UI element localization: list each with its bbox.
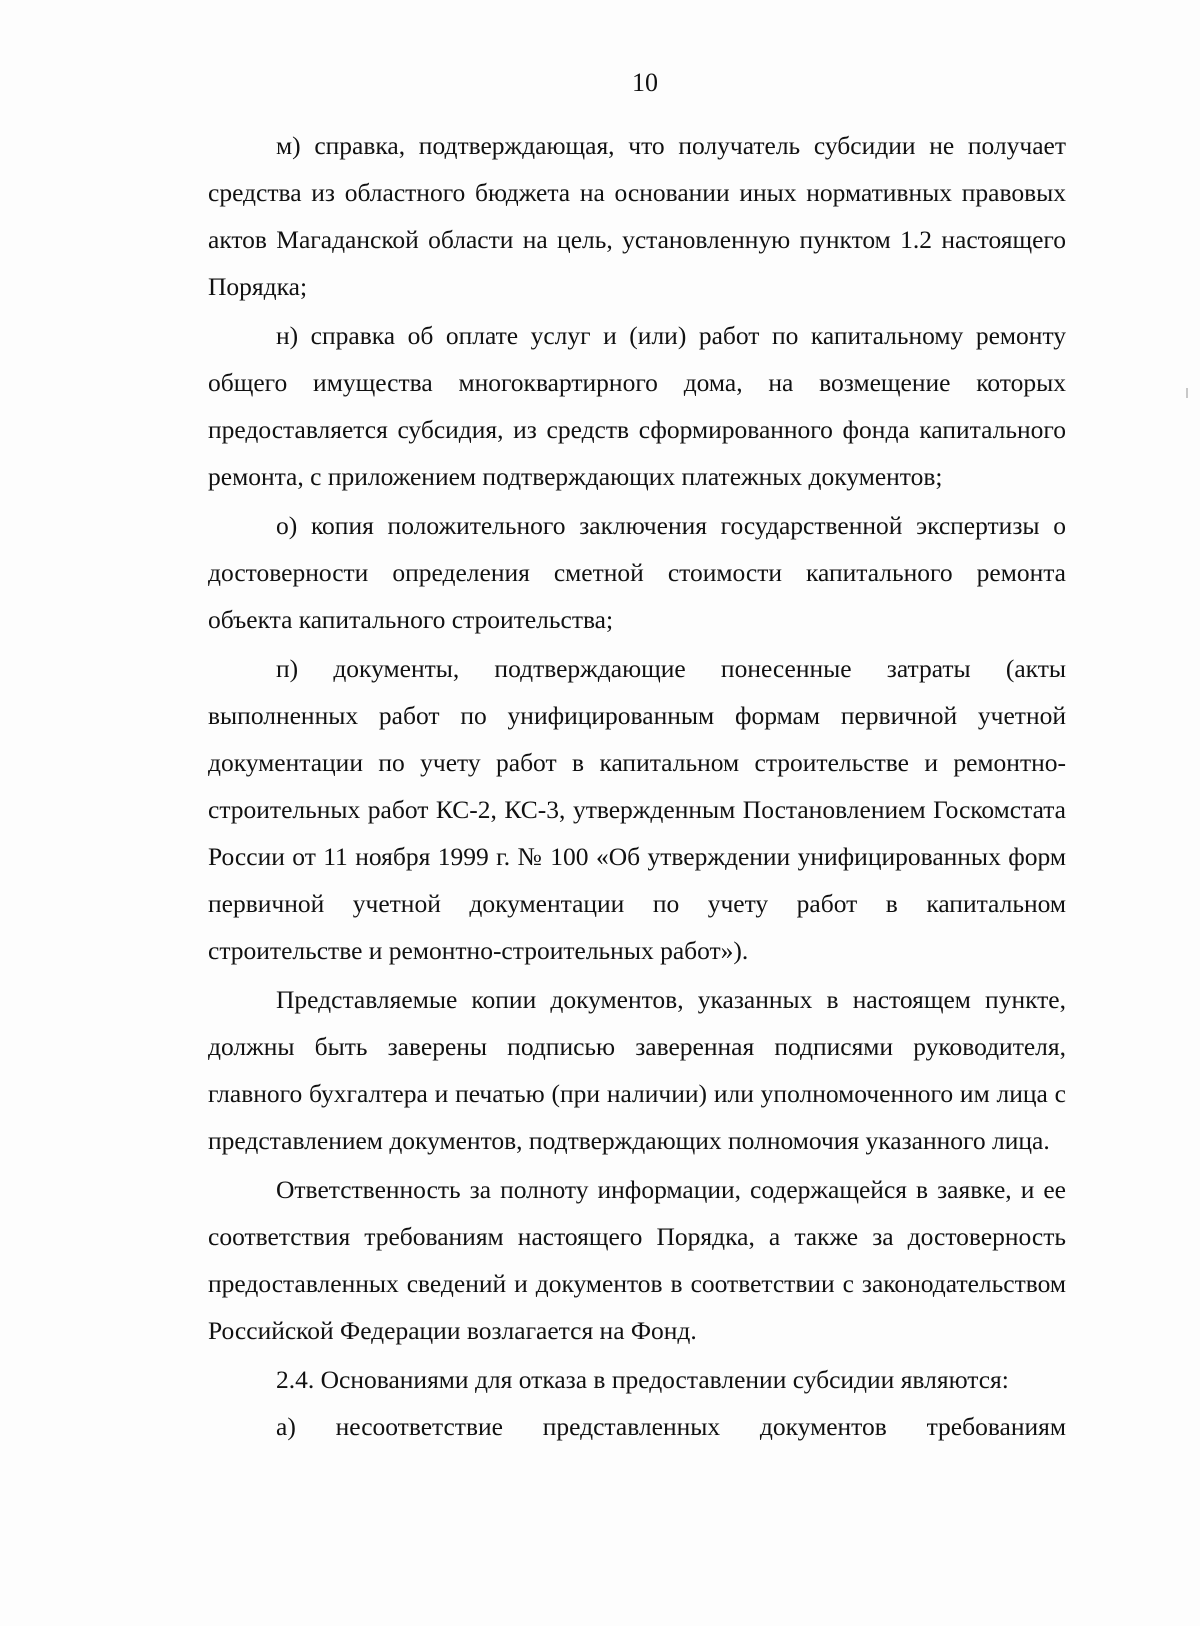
paragraph-item-a: а) несоответствие представленных документов требованиям	[276, 1412, 1066, 1441]
paragraph-responsibility: Ответственность за полноту информации, содержащейся в заявке, и ее соответствия требованиям настоящего Порядка, а также за достоверность предоставленных сведений и документов в соответствии с законодательством Российской Федерации возлагается на Фонд.	[208, 1175, 1066, 1345]
paragraph-item-o: о) копия положительного заключения государственной экспертизы о достоверности определения сметной стоимости капитального ремонта объекта капитального строительства;	[208, 511, 1066, 634]
paragraph-item-p: п) документы, подтверждающие понесенные затраты (акты выполненных работ по унифицированным формам первичной учетной документации по учету работ в капитальном строительстве и ремонтно-строительных работ КС-2, КС-3, утвержденным Постановлением Госкомстата России от 11 ноября 1999 г. № 100 «Об утверждении унифицированных форм первичной учетной документации по учету работ в капитальном строительстве и ремонтно-строительных работ»).	[208, 654, 1066, 965]
scan-artifact	[1186, 388, 1188, 398]
document-body	[208, 122, 1066, 1452]
paragraph-certified-copies: Представляемые копии документов, указанных в настоящем пункте, должны быть заверены подписью заверенная подписями руководителя, главного бухгалтера и печатью (при наличии) или уполномоченного им лица с представлением документов, подтверждающих полномочия указанного лица.	[208, 985, 1066, 1155]
paragraph-item-m: м) справка, подтверждающая, что получатель субсидии не получает средства из областного бюджета на основании иных нормативных правовых актов Магаданской области на цель, установленную пунктом 1.2 настоящего Порядка;	[208, 131, 1066, 301]
section-2-4-heading: 2.4. Основаниями для отказа в предоставлении субсидии являются:	[276, 1365, 1009, 1394]
paragraph-item-n: н) справка об оплате услуг и (или) работ по капитальному ремонту общего имущества многоквартирного дома, на возмещение которых предоставляется субсидия, из средств сформированного фонда капитального ремонта, с приложением подтверждающих платежных документов;	[208, 321, 1066, 491]
page-number: 10	[632, 68, 658, 97]
